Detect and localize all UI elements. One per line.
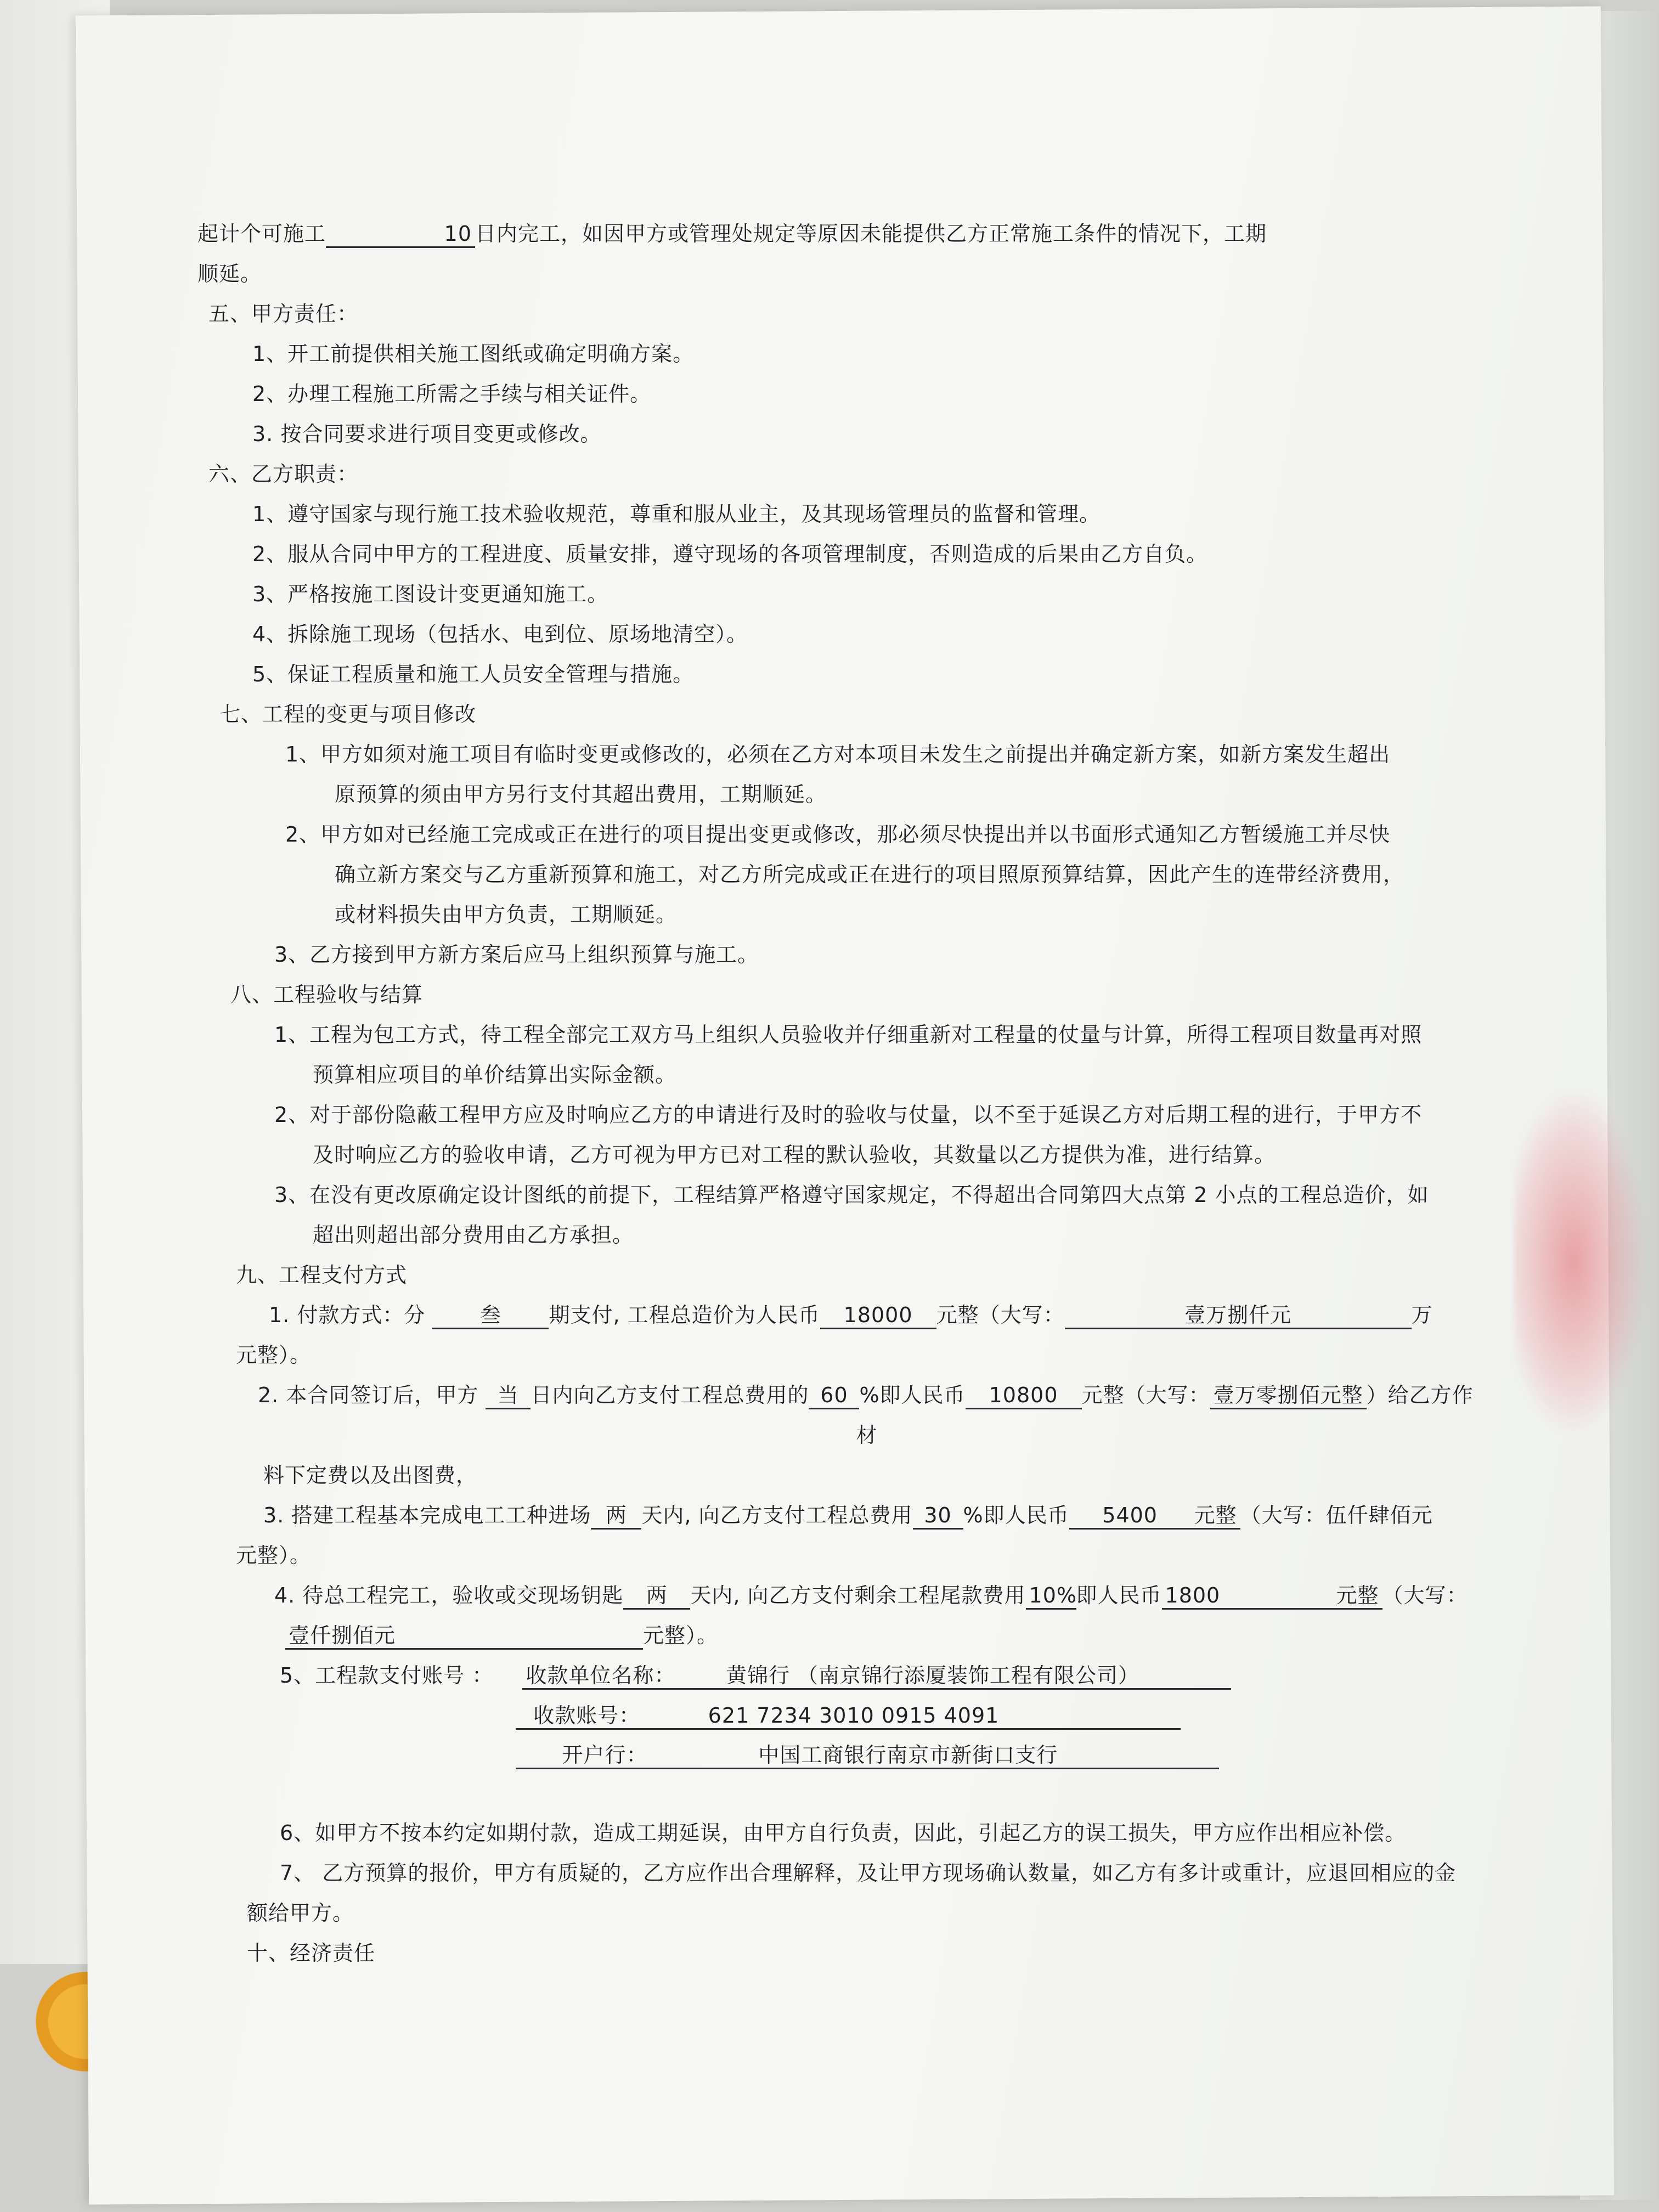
text: 元整）。 — [643, 1623, 719, 1647]
payment-line-1 — [198, 1295, 1536, 1335]
text: 3. 搭建工程基本完成电工工种进场 — [263, 1503, 591, 1527]
contract-text — [198, 214, 1536, 1973]
fill-amount-capital: 壹仟捌佰元 — [285, 1623, 643, 1650]
payment-line-1-cont: 元整）。 — [236, 1343, 312, 1367]
account-number-row — [198, 1696, 1536, 1735]
text: 日内向乙方支付工程总费用的 — [531, 1383, 809, 1407]
bank-label: 开户行： — [562, 1743, 648, 1767]
payee-field — [522, 1663, 1231, 1690]
section-8-item-cont: 及时响应乙方的验收申请，乙方可视为甲方已对工程的默认验收，其数量以乙方提供为准，进行结算。 — [313, 1143, 1276, 1167]
fill-amount: 5400 — [1069, 1503, 1191, 1530]
fill-percent: 10% — [1026, 1583, 1076, 1610]
text: 2. 本合同签订后，甲方 — [258, 1383, 479, 1407]
fill-unit: 元整 — [1333, 1583, 1383, 1610]
fill-amount-capital: 壹万零捌佰元整 — [1210, 1383, 1367, 1409]
fill-total-capital: 壹万捌仟元 — [1065, 1302, 1412, 1329]
payee-value: 黄锦行 （南京锦行添厦装饰工程有限公司） — [725, 1663, 1140, 1688]
payment-line-7-cont: 额给甲方。 — [247, 1901, 354, 1925]
account-label: 收款账号： — [533, 1703, 641, 1728]
text: 4. 待总工程完工，验收或交现场钥匙 — [274, 1583, 624, 1607]
bank-row — [198, 1735, 1536, 1775]
section-5-item: 2、办理工程施工所需之手续与相关证件。 — [252, 382, 652, 406]
fill-amount: 1800 — [1162, 1583, 1333, 1610]
text: %即人民币 — [963, 1503, 1069, 1527]
bank-value: 中国工商银行南京市新街口支行 — [758, 1743, 1058, 1767]
section-6-heading: 六、乙方职责： — [208, 462, 359, 486]
section-8-item-cont: 超出则超出部分费用由乙方承担。 — [313, 1223, 634, 1247]
text: ）给乙方作 — [1366, 1383, 1474, 1407]
text: 天内, 向乙方支付剩余工程尾款费用 — [690, 1583, 1026, 1607]
section-5-item: 3. 按合同要求进行项目变更或修改。 — [252, 422, 602, 446]
section-10-heading: 十、经济责任 — [247, 1941, 376, 1965]
text: 期支付, 工程总造价为人民币 — [549, 1303, 820, 1327]
payment-line-4-cont — [198, 1616, 1536, 1656]
account-field — [516, 1703, 1181, 1730]
fill-total: 18000 — [820, 1302, 936, 1329]
section-8-item-cont: 预算相应项目的单价结算出实际金额。 — [313, 1063, 677, 1087]
section-8-item: 2、对于部份隐蔽工程甲方应及时响应乙方的申请进行及时的验收与仗量，以不至于延误乙方对后期工程的进行，于甲方不 — [274, 1103, 1423, 1127]
section-7-item-cont: 确立新方案交与乙方重新预算和施工，对乙方所完成或正在进行的项目照原预算结算，因此产生的连带经济费用， — [335, 862, 1405, 887]
payment-line-3-cont: 元整）。 — [236, 1543, 312, 1567]
section-6-item: 4、拆除施工现场（包括水、电到位、原场地清空）。 — [252, 622, 748, 646]
intro-line-2: 顺延。 — [198, 262, 262, 286]
payment-line-4 — [198, 1576, 1536, 1616]
text: 起计个可施工 — [198, 222, 326, 246]
fill-periods: 叁 — [432, 1302, 549, 1329]
fill-percent: 30 — [913, 1503, 963, 1530]
text: （大写： — [1382, 1583, 1468, 1607]
text: 天内, 向乙方支付工程总费用 — [641, 1503, 913, 1527]
text: （大写：伍仟肆佰元 — [1240, 1503, 1433, 1527]
payment-line-3 — [198, 1496, 1536, 1536]
section-7-item: 2、甲方如对已经施工完成或正在进行的项目提出变更或修改，那必须尽快提出并以书面形式通知乙方暂缓施工并尽快 — [285, 822, 1391, 847]
payment-line-2-cont: 料下定费以及出图费， — [263, 1463, 478, 1487]
payment-line-2 — [198, 1375, 1536, 1415]
section-8-heading: 八、工程验收与结算 — [230, 983, 424, 1007]
section-6-item: 3、严格按施工图设计变更通知施工。 — [252, 582, 609, 606]
text: 1. 付款方式：分 — [269, 1303, 426, 1327]
text: %即人民币 — [859, 1383, 966, 1407]
fill-percent: 60 — [809, 1383, 859, 1409]
section-7-item-cont: 或材料损失由甲方负责，工期顺延。 — [335, 902, 678, 927]
section-5-heading: 五、甲方责任： — [208, 302, 359, 326]
payment-line-6: 6、如甲方不按本约定如期付款，造成工期延误，由甲方自行负责，因此，引起乙方的误工损失，甲方应作出相应补偿。 — [280, 1821, 1407, 1845]
section-6-item: 5、保证工程质量和施工人员安全管理与措施。 — [252, 662, 695, 686]
section-6-item: 2、服从合同中甲方的工程进度、质量安排，遵守现场的各项管理制度，否则造成的后果由乙方自负。 — [252, 542, 1208, 566]
payment-line-7: 7、 乙方预算的报价，甲方有质疑的，乙方应作出合理解释，及让甲方现场确认数量，如乙方有多计或重计，应退回相应的金 — [280, 1861, 1457, 1885]
payment-line-2-wrap: 材 — [856, 1423, 878, 1447]
section-5-item: 1、开工前提供相关施工图纸或确定明确方案。 — [252, 342, 695, 366]
payment-line-5 — [198, 1656, 1536, 1696]
text: 元整（大写： — [936, 1303, 1065, 1327]
section-7-item: 3、乙方接到甲方新方案后应马上组织预算与施工。 — [274, 943, 759, 967]
section-7-heading: 七、工程的变更与项目修改 — [219, 702, 477, 726]
intro-line — [198, 214, 1536, 254]
section-7-item-cont: 原预算的须由甲方另行支付其超出费用，工期顺延。 — [335, 782, 827, 806]
section-8-item: 3、在没有更改原确定设计图纸的前提下，工程结算严格遵守国家规定，不得超出合同第四大点第 2 小点的工程总造价，如 — [274, 1183, 1429, 1207]
fill-days: 10 — [326, 221, 475, 248]
text: 日内完工，如因甲方或管理处规定等原因未能提供乙方正常施工条件的情况下，工期 — [475, 222, 1267, 246]
text: 即人民币 — [1076, 1583, 1162, 1607]
spacer — [198, 1775, 1536, 1813]
fill-unit: 元整 — [1191, 1503, 1240, 1530]
text: 万 — [1411, 1303, 1433, 1327]
section-6-item: 1、遵守国家与现行施工技术验收规范，尊重和服从业主，及其现场管理员的监督和管理。 — [252, 502, 1101, 526]
section-8-item: 1、工程为包工方式，待工程全部完工双方马上组织人员验收并仔细重新对工程量的仗量与计算，所得工程项目数量再对照 — [274, 1023, 1423, 1047]
fill-days: 两 — [623, 1583, 690, 1610]
fill-when: 当 — [486, 1383, 531, 1409]
text: 5、工程款支付账号 ： — [280, 1663, 494, 1688]
section-7-item: 1、甲方如须对施工项目有临时变更或修改的，必须在乙方对本项目未发生之前提出并确定新方案，如新方案发生超出 — [285, 742, 1391, 766]
payee-label: 收款单位名称： — [526, 1663, 676, 1688]
account-value: 621 7234 3010 0915 4091 — [708, 1703, 1000, 1728]
bank-field — [516, 1742, 1219, 1769]
section-9-heading: 九、工程支付方式 — [236, 1263, 408, 1287]
fill-amount: 10800 — [966, 1383, 1082, 1409]
text: 元整（大写： — [1081, 1383, 1210, 1407]
fill-days: 两 — [591, 1503, 641, 1530]
